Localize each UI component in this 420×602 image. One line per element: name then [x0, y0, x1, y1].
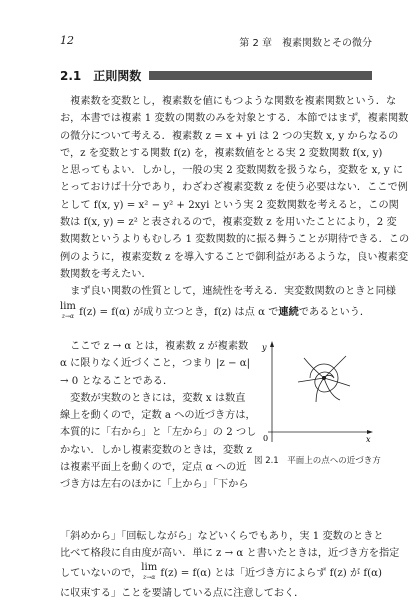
- complex-plane-diagram: [254, 338, 374, 448]
- section-title: 2.1 正則関数: [60, 68, 142, 83]
- running-header: [60, 34, 372, 50]
- text-line: かない．しかし複素変数のときは，変数 z: [60, 444, 252, 456]
- text-line: は複素平面上を動くので，定点 α への近: [60, 462, 247, 474]
- approach-path: [298, 378, 324, 382]
- text-line: 数関数というよりもむしろ 1 変数関数的に振る舞うことが期待できる．この: [60, 234, 410, 246]
- section-heading: [60, 66, 372, 84]
- limit-end: であるという．: [298, 306, 371, 318]
- text-line: 数は f(x, y) = z² と表されるので，複素変数 z を用いたことにより，2 変: [60, 217, 397, 229]
- text-line: とっておけば十分であり，わざわざ複素変数 z を使う必要はない．ここで例: [60, 182, 408, 194]
- spiral-path: [310, 364, 338, 392]
- text-line: と思ってもよい．しかし，一般の実 2 変数関数を扱うなら，変数を x, y に: [60, 165, 404, 177]
- approach-path: [324, 356, 346, 378]
- text-line: 本質的に「右から」と「左から」の 2 つし: [60, 427, 257, 439]
- limit-statement: していないので， lim z→α f(z) = f(α) とは「近づき方によらず f(z) が f(α): [60, 561, 383, 581]
- text-line: 複素数を変数とし，複素数を値にもつような関数を複素関数という．な: [60, 96, 397, 107]
- text-line: ここで z → α とは，複素数 z が複素数: [60, 341, 249, 352]
- body-text: [60, 93, 410, 323]
- limit-text: が成り立つとき，f(z) は点 α で: [129, 306, 279, 318]
- x-axis-arrow: [367, 430, 373, 434]
- text-beside-figure: [60, 338, 257, 494]
- text-line: に収束する」ことを要請している点に注意しておく．: [60, 587, 305, 599]
- approach-path: [324, 378, 350, 386]
- approach-path: [316, 378, 324, 402]
- figure-2-1: [254, 338, 381, 468]
- text-line: の微分について考える．複素数 z = x + yi は 2 つの実数 x, y からなるの: [60, 130, 399, 142]
- chapter-title: 第 2 章 複素関数とその微分: [239, 38, 372, 49]
- limit-operator: lim z→α: [141, 561, 158, 581]
- limit-formula: f(z) = f(α): [75, 306, 130, 318]
- figure-caption: 図 2.1 平面上の点への近づき方: [254, 456, 381, 466]
- text-line: 「斜めから」「回転しながら」などいくらでもあり，実 1 変数のときと: [60, 531, 384, 542]
- limit-operator: lim z→α: [60, 300, 76, 320]
- text-line: お，本書では複素 1 変数の関数のみを対象とする．本節ではまず，複素関数: [60, 113, 409, 125]
- text-line: → 0 となることである．: [60, 375, 174, 387]
- bold-term-continuous: 連続: [278, 305, 299, 318]
- text-line: まず良い関数の性質として，連続性を考える．実変数関数のときと同様: [60, 286, 396, 298]
- text-line: 例のように，複素変数 z を導入することで御利益があるような，良い複素変: [60, 251, 409, 263]
- text-line: として f(x, y) = x² − y² + 2xyi という実 2 変数関数を考えると，この関: [60, 199, 399, 211]
- text-line: づき方は左右のほかに「上から」「下から: [60, 479, 249, 491]
- x-axis-label: x: [366, 435, 371, 444]
- page-number: 12: [60, 34, 74, 47]
- y-axis-arrow: [270, 341, 274, 347]
- text-line: 数関数を考えたい．: [60, 268, 152, 280]
- y-axis-label: y: [262, 343, 267, 352]
- text-line: 比べて格段に自由度が高い．単に z → α と書いたときは，近づき方を指定: [60, 548, 400, 560]
- section-rule: [149, 71, 372, 80]
- text-line: で，z を変数とする関数 f(z) を，複素数値をとる実 2 変数関数 f(x, y): [60, 147, 383, 159]
- origin-label: 0: [263, 434, 269, 443]
- text-line: α に限りなく近づくこと，つまり |z − α|: [60, 358, 251, 370]
- text-line: 変数が実数のときには，変数 x は数直: [60, 392, 246, 404]
- continuity-definition: [60, 301, 372, 323]
- text-line: 線上を動くので，定数 a への近づき方は，: [60, 410, 256, 422]
- closing-text: [60, 528, 400, 602]
